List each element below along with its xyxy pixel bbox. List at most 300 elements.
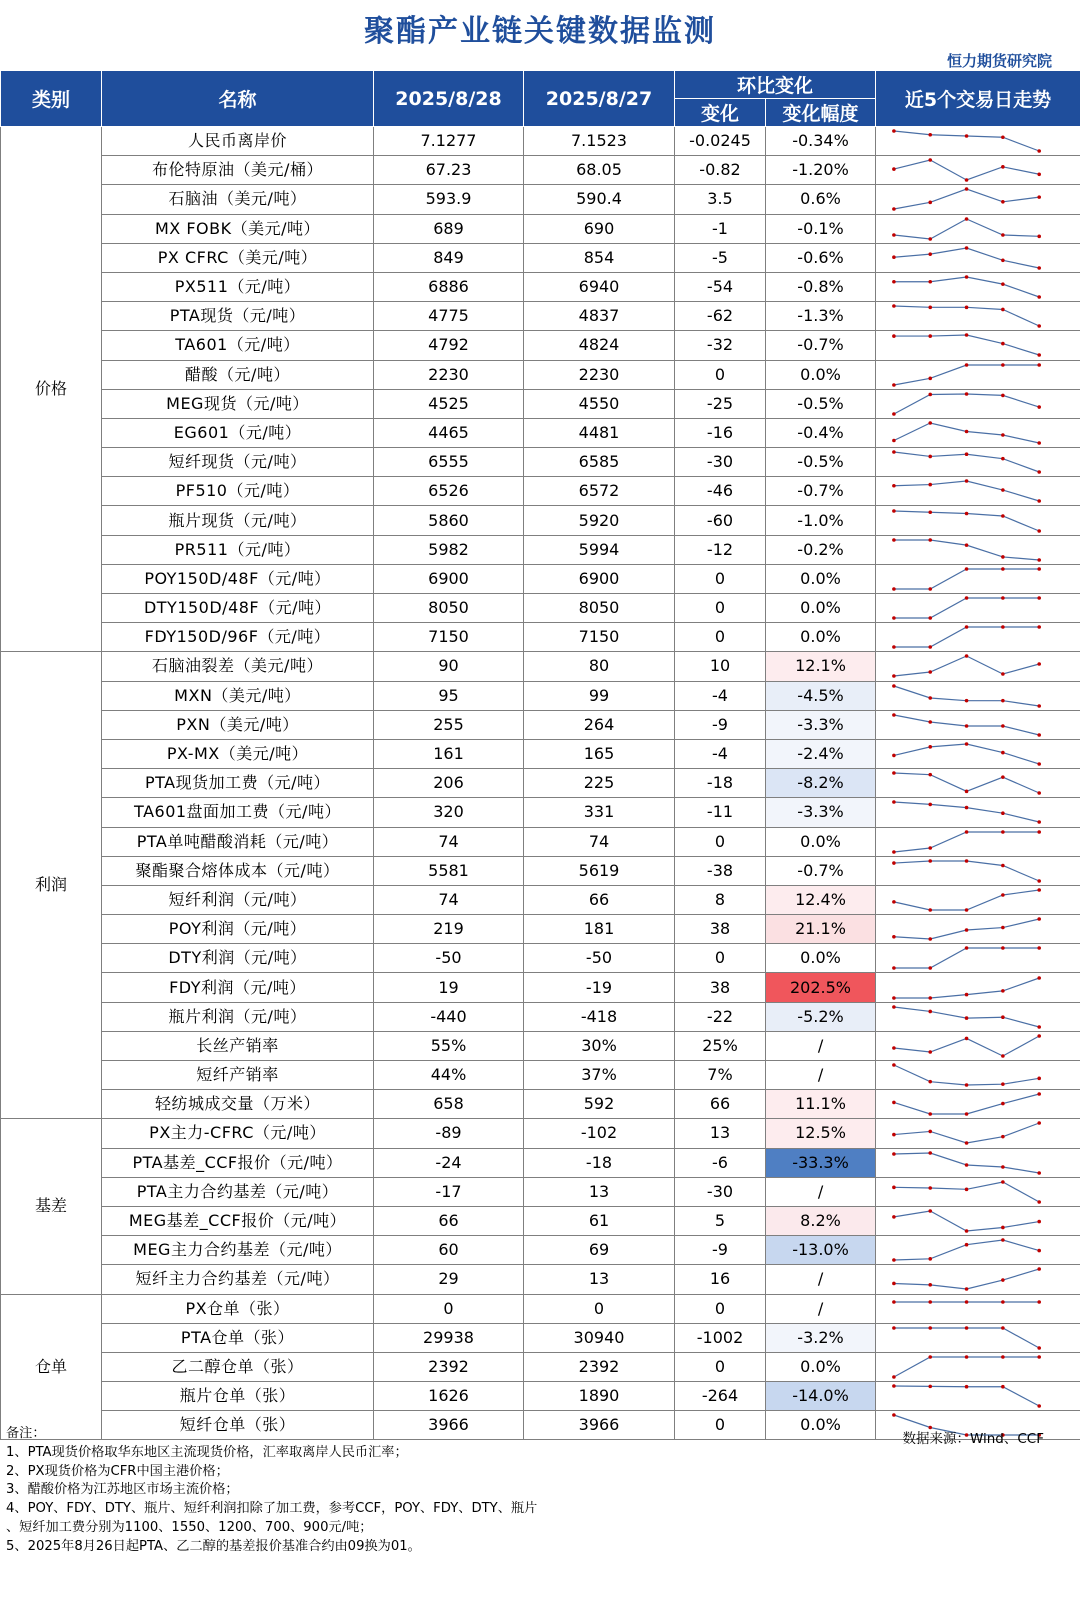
value-date1-cell: 55% (374, 1031, 524, 1060)
name-cell: MEG基差_CCF报价（元/吨） (102, 1206, 374, 1235)
value-date1-cell: -440 (374, 1002, 524, 1031)
trend-point (1001, 1279, 1005, 1283)
trend-point (928, 587, 932, 591)
value-date1-cell: 6555 (374, 448, 524, 477)
trend-point (1037, 1200, 1041, 1204)
change-cell: -1 (675, 214, 766, 243)
trend-point (1001, 433, 1005, 437)
trend-point (928, 720, 932, 724)
trend-point (965, 742, 969, 746)
trend-point (928, 392, 932, 396)
trend-point (965, 134, 969, 138)
category-cell: 基差 (1, 1119, 102, 1294)
value-date1-cell: 60 (374, 1236, 524, 1265)
trend-point (892, 996, 896, 1000)
trend-point (1001, 724, 1005, 728)
change-pct-cell: -14.0% (766, 1382, 876, 1411)
trend-point (1037, 441, 1041, 445)
change-cell: -32 (675, 331, 766, 360)
name-cell: FDY150D/96F（元/吨） (102, 623, 374, 652)
change-cell: 38 (675, 973, 766, 1002)
name-cell: FDY利润（元/吨） (102, 973, 374, 1002)
trend-point (1037, 173, 1041, 177)
trend-sparkline (876, 915, 1080, 944)
value-date2-cell: -102 (524, 1119, 675, 1148)
trend-point (892, 450, 896, 454)
table-row (1, 389, 1080, 418)
trend-point (928, 1080, 932, 1084)
table-row (1, 594, 1080, 623)
change-pct-cell: 0.0% (766, 1352, 876, 1381)
change-cell: -0.82 (675, 156, 766, 185)
change-pct-cell: -3.3% (766, 710, 876, 739)
value-date2-cell: 7150 (524, 623, 675, 652)
value-date1-cell: 658 (374, 1090, 524, 1119)
trend-point (965, 334, 969, 338)
value-date1-cell: 6886 (374, 272, 524, 301)
value-date2-cell: 68.05 (524, 156, 675, 185)
trend-point (928, 252, 932, 256)
name-cell: TA601（元/吨） (102, 331, 374, 360)
trend-point (892, 538, 896, 542)
trend-point (928, 616, 932, 620)
trend-point (892, 509, 896, 513)
trend-line (894, 1357, 1039, 1377)
trend-point (1037, 354, 1041, 358)
trend-point (1001, 947, 1005, 951)
trend-sparkline (876, 214, 1080, 243)
trend-point (1001, 233, 1005, 237)
trend-point (928, 1283, 932, 1287)
trend-point (965, 306, 969, 310)
name-cell: PX仓单（张） (102, 1294, 374, 1323)
trend-point (965, 178, 969, 182)
trend-point (965, 928, 969, 932)
trend-sparkline (876, 623, 1080, 652)
trend-point (965, 1083, 969, 1087)
table-row (1, 564, 1080, 593)
trend-point (892, 1375, 896, 1379)
change-cell: -46 (675, 477, 766, 506)
value-date1-cell: 3966 (374, 1411, 524, 1440)
name-cell: MX FOBK（美元/吨） (102, 214, 374, 243)
table-row (1, 681, 1080, 710)
header-change: 变化 (675, 99, 766, 127)
change-cell: -60 (675, 506, 766, 535)
trend-line (894, 656, 1039, 676)
value-date1-cell: -89 (374, 1119, 524, 1148)
trend-point (1001, 1180, 1005, 1184)
name-cell: 短纤现货（元/吨） (102, 448, 374, 477)
table-row (1, 302, 1080, 331)
value-date1-cell: 66 (374, 1206, 524, 1235)
value-date1-cell: 5581 (374, 856, 524, 885)
trend-point (965, 543, 969, 547)
value-date1-cell: 7.1277 (374, 127, 524, 156)
value-date1-cell: 5860 (374, 506, 524, 535)
trend-point (1001, 751, 1005, 755)
trend-line (894, 335, 1039, 355)
trend-point (928, 846, 932, 850)
value-date2-cell: 13 (524, 1177, 675, 1206)
trend-line (894, 569, 1039, 589)
trend-line (894, 394, 1039, 414)
trend-sparkline (876, 156, 1080, 185)
trend-point (892, 1063, 896, 1067)
data-table (0, 70, 1080, 1440)
table-row (1, 185, 1080, 214)
change-cell: 0 (675, 594, 766, 623)
value-date2-cell: 5920 (524, 506, 675, 535)
category-cell: 仓单 (1, 1294, 102, 1440)
name-cell: 短纤产销率 (102, 1061, 374, 1090)
trend-line (894, 481, 1039, 501)
name-cell: 人民币离岸价 (102, 127, 374, 156)
trend-point (965, 453, 969, 457)
trend-point (928, 280, 932, 284)
trend-sparkline (876, 243, 1080, 272)
trend-point (928, 967, 932, 971)
name-cell: 布伦特原油（美元/桶） (102, 156, 374, 185)
change-pct-cell: 11.1% (766, 1090, 876, 1119)
trend-point (965, 217, 969, 221)
trend-point (965, 1355, 969, 1359)
trend-point (892, 439, 896, 443)
trend-point (1001, 625, 1005, 629)
change-pct-cell: 202.5% (766, 973, 876, 1002)
trend-point (965, 1326, 969, 1330)
trend-point (965, 1037, 969, 1041)
name-cell: PX511（元/吨） (102, 272, 374, 301)
name-cell: PF510（元/吨） (102, 477, 374, 506)
change-cell: 0 (675, 360, 766, 389)
change-pct-cell: 0.6% (766, 185, 876, 214)
trend-point (928, 773, 932, 777)
trend-point (892, 850, 896, 854)
trend-point (928, 158, 932, 162)
trend-sparkline (876, 1061, 1080, 1090)
header-name: 名称 (102, 71, 374, 127)
trend-line (894, 131, 1039, 151)
trend-sparkline (876, 1090, 1080, 1119)
value-date1-cell: 95 (374, 681, 524, 710)
name-cell: PX CFRC（美元/吨） (102, 243, 374, 272)
header-trend: 近5个交易日走势 (876, 71, 1080, 127)
change-cell: -25 (675, 389, 766, 418)
change-cell: -30 (675, 448, 766, 477)
value-date1-cell: 67.23 (374, 156, 524, 185)
trend-sparkline (876, 506, 1080, 535)
trend-sparkline (876, 1002, 1080, 1031)
value-date2-cell: 80 (524, 652, 675, 681)
trend-point (1001, 812, 1005, 816)
trend-point (965, 480, 969, 484)
trend-sparkline (876, 594, 1080, 623)
trend-point (965, 1243, 969, 1247)
trend-point (928, 510, 932, 514)
value-date2-cell: 590.4 (524, 185, 675, 214)
trend-point (928, 421, 932, 425)
value-date1-cell: -24 (374, 1148, 524, 1177)
change-cell: -62 (675, 302, 766, 331)
trend-point (928, 1009, 932, 1013)
trend-sparkline (876, 1265, 1080, 1294)
change-pct-cell: -0.5% (766, 389, 876, 418)
trend-point (892, 1005, 896, 1009)
trend-sparkline (876, 1323, 1080, 1352)
change-cell: -6 (675, 1148, 766, 1177)
table-row (1, 477, 1080, 506)
trend-point (892, 129, 896, 133)
name-cell: PXN（美元/吨） (102, 710, 374, 739)
trend-point (965, 363, 969, 367)
value-date2-cell: -50 (524, 944, 675, 973)
trend-point (965, 908, 969, 912)
trend-sparkline (876, 885, 1080, 914)
trend-point (1001, 363, 1005, 367)
trend-point (965, 655, 969, 659)
name-cell: PTA仓单（张） (102, 1323, 374, 1352)
trend-point (928, 1186, 932, 1190)
trend-point (1037, 558, 1041, 562)
trend-point (892, 587, 896, 591)
value-date2-cell: 690 (524, 214, 675, 243)
trend-point (965, 1112, 969, 1116)
trend-point (965, 188, 969, 192)
trend-point (1037, 1249, 1041, 1253)
name-cell: MXN（美元/吨） (102, 681, 374, 710)
trend-point (928, 645, 932, 649)
trend-point (1037, 1220, 1041, 1224)
trend-point (928, 1355, 932, 1359)
footnote-line: 5、2025年8月26日起PTA、乙二醇的基差报价基准合约由09换为01。 (6, 1538, 421, 1554)
change-cell: -264 (675, 1382, 766, 1411)
change-pct-cell: 8.2% (766, 1206, 876, 1235)
name-cell: EG601（元/吨） (102, 418, 374, 447)
trend-point (1001, 1015, 1005, 1019)
change-cell: -4 (675, 681, 766, 710)
change-cell: 0 (675, 944, 766, 973)
value-date2-cell: 331 (524, 798, 675, 827)
name-cell: 乙二醇仓单（张） (102, 1352, 374, 1381)
footnote-line: 3、醋酸价格为江苏地区市场主流价格； (6, 1482, 239, 1498)
trend-point (928, 671, 932, 675)
value-date2-cell: 6940 (524, 272, 675, 301)
change-cell: -30 (675, 1177, 766, 1206)
value-date2-cell: 99 (524, 681, 675, 710)
trend-point (965, 1229, 969, 1233)
trend-point (928, 1209, 932, 1213)
trend-sparkline (876, 856, 1080, 885)
value-date1-cell: 689 (374, 214, 524, 243)
trend-point (1037, 196, 1041, 200)
trend-line (894, 219, 1039, 239)
change-pct-cell: 0.0% (766, 564, 876, 593)
value-date1-cell: 4465 (374, 418, 524, 447)
trend-point (965, 830, 969, 834)
value-date2-cell: 13 (524, 1265, 675, 1294)
value-date2-cell: 37% (524, 1061, 675, 1090)
trend-point (965, 511, 969, 515)
trend-line (894, 890, 1039, 910)
trend-point (892, 1046, 896, 1050)
trend-sparkline (876, 1236, 1080, 1265)
table-row (1, 973, 1080, 1002)
name-cell: 聚酯聚合熔体成本（元/吨） (102, 856, 374, 885)
name-cell: 短纤主力合约基差（元/吨） (102, 1265, 374, 1294)
value-date2-cell: 3966 (524, 1411, 675, 1440)
change-cell: 25% (675, 1031, 766, 1060)
trend-point (928, 1326, 932, 1330)
table-row (1, 1061, 1080, 1090)
trend-line (894, 540, 1039, 560)
table-row (1, 272, 1080, 301)
table-row (1, 1206, 1080, 1235)
category-cell: 利润 (1, 652, 102, 1119)
trend-point (892, 1414, 896, 1418)
trend-sparkline (876, 448, 1080, 477)
value-date1-cell: 1626 (374, 1382, 524, 1411)
trend-point (1037, 1300, 1041, 1304)
trend-point (1001, 555, 1005, 559)
trend-point (965, 1016, 969, 1020)
table-row (1, 1031, 1080, 1060)
table-row (1, 1148, 1080, 1177)
header-date2: 2025/8/27 (524, 71, 675, 127)
trend-sparkline (876, 944, 1080, 973)
trend-point (1037, 947, 1041, 951)
change-pct-cell: 0.0% (766, 1411, 876, 1440)
trend-point (965, 1385, 969, 1389)
trend-point (892, 771, 896, 775)
trend-sparkline (876, 127, 1080, 156)
trend-point (1037, 234, 1041, 238)
trend-sparkline (876, 769, 1080, 798)
value-date2-cell: 7.1523 (524, 127, 675, 156)
trend-point (928, 133, 932, 137)
trend-point (892, 616, 896, 620)
change-pct-cell: -5.2% (766, 1002, 876, 1031)
name-cell: 短纤仓单（张） (102, 1411, 374, 1440)
table-row (1, 360, 1080, 389)
trend-sparkline (876, 798, 1080, 827)
trend-line (894, 861, 1039, 881)
trend-point (928, 803, 932, 807)
value-date1-cell: 2392 (374, 1352, 524, 1381)
trend-point (1037, 762, 1041, 766)
name-cell: PTA现货（元/吨） (102, 302, 374, 331)
trend-point (892, 1133, 896, 1137)
trend-point (965, 806, 969, 810)
trend-sparkline (876, 652, 1080, 681)
trend-point (1037, 830, 1041, 834)
change-pct-cell: -4.5% (766, 681, 876, 710)
table-row (1, 1002, 1080, 1031)
trend-line (894, 1211, 1039, 1231)
trend-point (928, 455, 932, 459)
table-row (1, 1265, 1080, 1294)
trend-point (965, 1142, 969, 1146)
trend-point (1001, 893, 1005, 897)
trend-point (1001, 673, 1005, 677)
footnotes (6, 1425, 537, 1557)
trend-point (892, 967, 896, 971)
trend-sparkline (876, 1352, 1080, 1381)
name-cell: TA601盘面加工费（元/吨） (102, 798, 374, 827)
trend-line (894, 277, 1039, 297)
trend-line (894, 686, 1039, 706)
value-date2-cell: 2230 (524, 360, 675, 389)
trend-point (892, 1185, 896, 1189)
change-cell: 0 (675, 1294, 766, 1323)
change-cell: 5 (675, 1206, 766, 1235)
change-cell: -22 (675, 1002, 766, 1031)
trend-point (892, 1258, 896, 1262)
trend-point (1001, 596, 1005, 600)
name-cell: PTA现货加工费（元/吨） (102, 769, 374, 798)
trend-point (892, 900, 896, 904)
value-date2-cell: 69 (524, 1236, 675, 1265)
trend-point (965, 859, 969, 863)
name-cell: 瓶片仓单（张） (102, 1382, 374, 1411)
value-date2-cell: 225 (524, 769, 675, 798)
trend-point (1037, 791, 1041, 795)
table-row (1, 739, 1080, 768)
value-date2-cell: 66 (524, 885, 675, 914)
trend-point (1037, 1171, 1041, 1175)
trend-point (1001, 258, 1005, 262)
value-date1-cell: 4525 (374, 389, 524, 418)
trend-line (894, 189, 1039, 209)
trend-point (928, 1151, 932, 1155)
change-pct-cell: -3.3% (766, 798, 876, 827)
table-row (1, 535, 1080, 564)
name-cell: PTA主力合约基差（元/吨） (102, 1177, 374, 1206)
data-source: 数据来源：Wind、CCF (902, 1431, 1044, 1447)
change-cell: -16 (675, 418, 766, 447)
change-pct-cell: -0.2% (766, 535, 876, 564)
table-row (1, 856, 1080, 885)
value-date1-cell: 593.9 (374, 185, 524, 214)
table-row (1, 1294, 1080, 1323)
trend-point (1001, 830, 1005, 834)
change-cell: 0 (675, 1411, 766, 1440)
trend-point (892, 304, 896, 308)
value-date2-cell: 2392 (524, 1352, 675, 1381)
trend-point (1037, 888, 1041, 892)
change-pct-cell: -1.20% (766, 156, 876, 185)
trend-line (894, 1328, 1039, 1348)
trend-line (894, 744, 1039, 764)
trend-sparkline (876, 1382, 1080, 1411)
trend-sparkline (876, 973, 1080, 1002)
footnote-line: 4、POY、FDY、DTY、瓶片、短纤利润扣除了加工费，参考CCF，POY、FDY、DTY、瓶片 (6, 1501, 538, 1517)
value-date1-cell: 320 (374, 798, 524, 827)
trend-point (1001, 1226, 1005, 1230)
name-cell: PX-MX（美元/吨） (102, 739, 374, 768)
change-pct-cell: / (766, 1294, 876, 1323)
trend-point (1037, 363, 1041, 367)
value-date1-cell: 74 (374, 885, 524, 914)
value-date2-cell: 6572 (524, 477, 675, 506)
trend-point (965, 275, 969, 279)
value-date2-cell: 6585 (524, 448, 675, 477)
trend-line (894, 1269, 1039, 1289)
trend-point (892, 1215, 896, 1219)
trend-point (1037, 295, 1041, 299)
table-row (1, 214, 1080, 243)
value-date1-cell: 44% (374, 1061, 524, 1090)
